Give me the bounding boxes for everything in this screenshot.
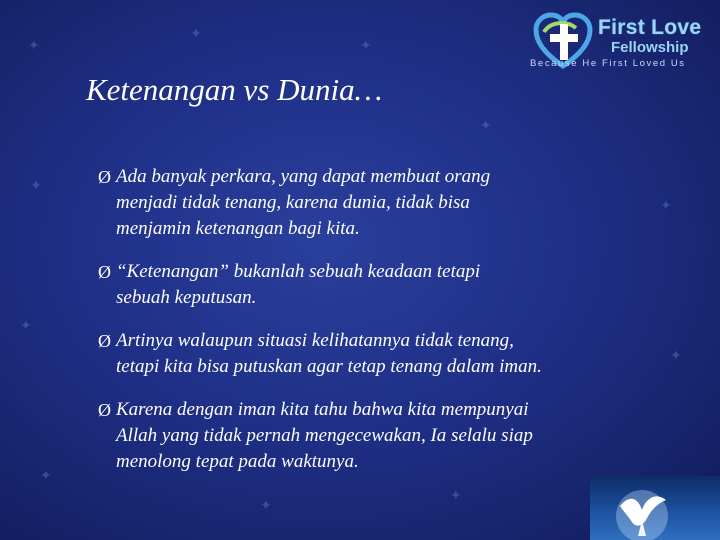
star-icon: ✦ xyxy=(20,319,32,334)
bullet-item xyxy=(98,397,658,475)
dove-photo xyxy=(590,476,720,540)
star-icon: ✦ xyxy=(28,39,40,54)
star-icon: ✦ xyxy=(190,27,202,42)
slide-title: Ketenangan vs Dunia… xyxy=(86,72,383,107)
arrow-bullet-icon: Ø xyxy=(98,400,111,420)
star-icon: ✦ xyxy=(660,199,672,214)
bullet-item xyxy=(98,164,658,242)
fellowship-logo xyxy=(528,6,714,72)
star-icon: ✦ xyxy=(260,499,272,514)
star-icon: ✦ xyxy=(360,39,372,54)
arrow-bullet-icon: Ø xyxy=(98,167,111,187)
star-icon: ✦ xyxy=(40,469,52,484)
bullet-text: Artinya walaupun situasi kelihatannya tidak tenang, tetapi kita bisa putuskan agar tetap tenang dalam iman. xyxy=(116,330,542,377)
star-icon: ✦ xyxy=(450,489,462,504)
bullet-list xyxy=(98,164,658,492)
star-icon: ✦ xyxy=(30,179,42,194)
bullet-item xyxy=(98,328,658,380)
star-icon: ✦ xyxy=(670,349,682,364)
bullet-text: Ada banyak perkara, yang dapat membuat orang menjadi tidak tenang, karena dunia, tidak bisa menjamin ketenangan bagi kita. xyxy=(116,166,491,239)
arrow-bullet-icon: Ø xyxy=(98,331,111,351)
bullet-text: Karena dengan iman kita tahu bahwa kita mempunyai Allah yang tidak pernah mengecewakan, Ia selalu siap menolong tepat pada waktunya. xyxy=(116,399,533,472)
dove-icon xyxy=(590,476,720,540)
arrow-bullet-icon: Ø xyxy=(98,262,111,282)
logo-subtitle: Fellowship xyxy=(611,39,689,56)
bullet-text: “Ketenangan” bukanlah sebuah keadaan tetapi sebuah keputusan. xyxy=(116,261,481,308)
logo-title: First Love xyxy=(598,16,702,39)
logo-tagline: Because He First Loved Us xyxy=(530,58,686,69)
star-icon: ✦ xyxy=(480,119,492,134)
bullet-item xyxy=(98,259,658,311)
